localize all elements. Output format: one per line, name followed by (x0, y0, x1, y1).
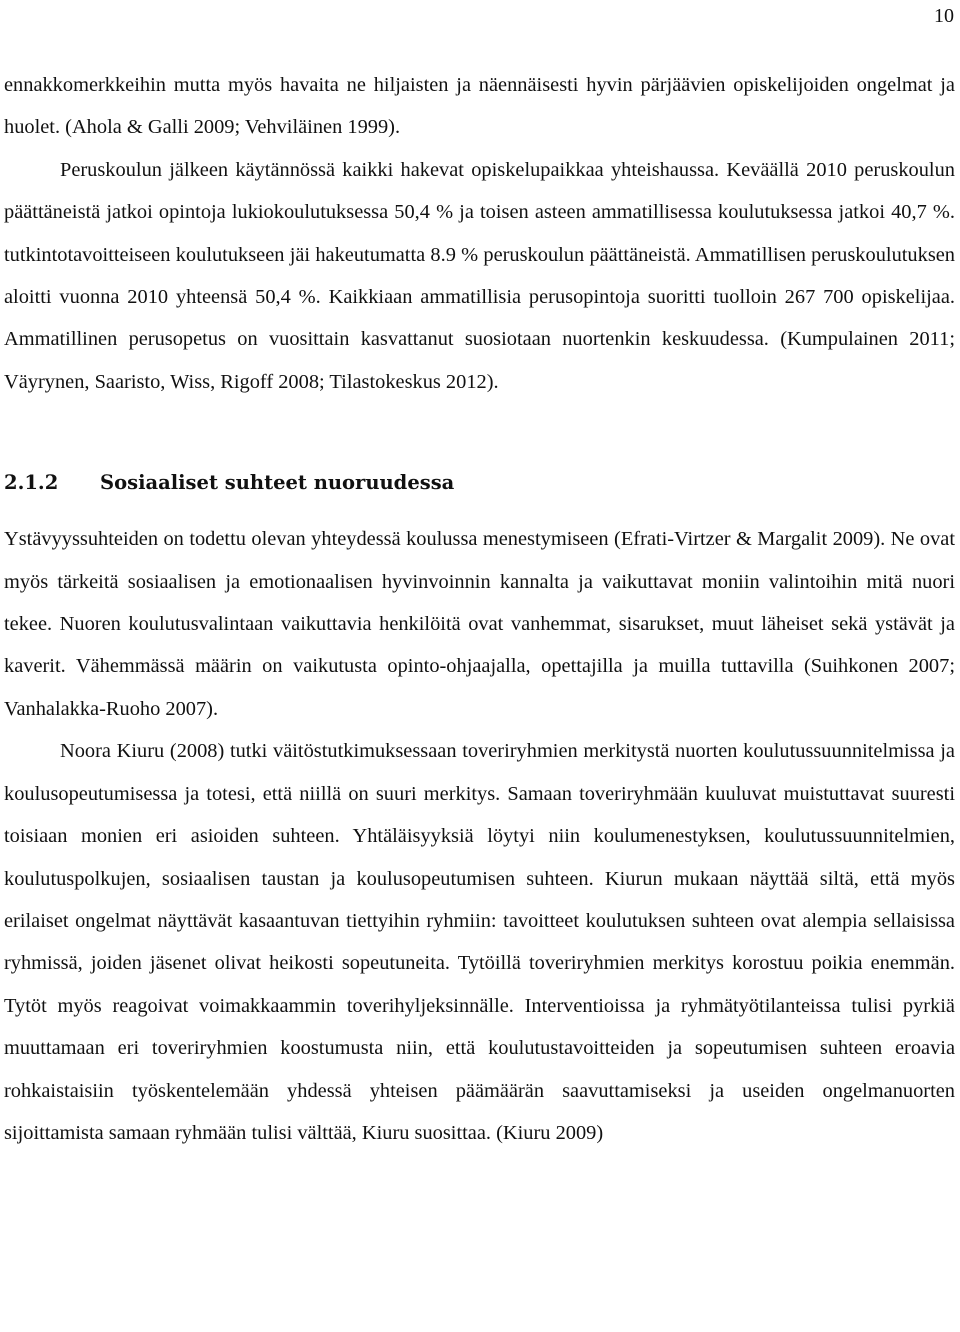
paragraph-opening: ennakkomerkkeihin mutta myös havaita ne hiljaisten ja näennäisesti hyvin pärjäävien opiskelijoiden ongelmat ja huolet. (Ahola & Galli 2009; Vehviläinen 1999). (4, 74, 955, 139)
section-heading (4, 469, 955, 497)
paragraph-ystavyyssuhteet: Ystävyyssuhteiden on todettu olevan yhteydessä koulussa menestymiseen (Efrati-Virtzer & Margalit 2009). Ne ovat myös tärkeitä sosiaalisen ja emotionaalisen hyvinvoinnin kannalta ja vaikuttavat moniin valintoihin mitä nuori tekee. Nuoren koulutusvalintaan vaikuttavia henkilöitä ovat vanhemmat, sisarukset, muut läheiset sekä ystävät ja kaverit. Vähemmässä määrin on vaikutusta opinto-ohjaajalla, opettajilla ja muilla tuttavilla (Suihkonen 2007; Vanhalakka-Ruoho 2007). (4, 528, 955, 720)
paragraph-peruskoulu: Peruskoulun jälkeen käytännössä kaikki hakevat opiskelupaikkaa yhteishaussa. Keväällä 2010 peruskoulun päättäneistä jatkoi opintoja lukiokoulutuksessa 50,4 % ja toisen asteen ammatillisessa koulutuksessa jatkoi 40,7 %. tutkintotavoitteiseen koulutukseen jäi hakeutumatta 8.9 % peruskoulun päättäneistä. Ammatillisen peruskoulutuksen aloitti vuonna 2010 yhteensä 50,4 %. Kaikkiaan ammatillisia perusopintoja suoritti tuolloin 267 700 opiskelijaa. Ammatillinen perusopetus on vuosittain kasvattanut suosiotaan nuortenkin keskuudessa. (Kumpulainen 2011; Väyrynen, Saaristo, Wiss, Rigoff 2008; Tilastokeskus 2012). (4, 158, 955, 393)
document-body (4, 64, 955, 1154)
section-number: 2.1.2 (4, 471, 59, 495)
section-title: Sosiaaliset suhteet nuoruudessa (100, 471, 455, 495)
paragraph-kiuru: Noora Kiuru (2008) tutki väitöstutkimuksessaan toveriryhmien merkitystä nuorten koulutussuunnitelmissa ja koulusopeutumisessa ja totesi, että niillä on suuri merkitys. Samaan toveriryhmään kuuluvat muistuttavat suuresti toisiaan monien eri asioiden suhteen. Yhtäläisyyksiä löytyi niin koulumenestyksen, koulutussuunnitelmien, koulutuspolkujen, sosiaalisen taustan ja koulusopeutumisen suhteen. Kiurun mukaan näyttää siltä, että myös erilaiset ongelmat näyttävät kasaantuvan tiettyihin ryhmiin: tavoitteet koulutuksen suhteen ovat alempia sellaisissa ryhmissä, joiden jäsenet olivat heikosti sopeutuneita. Tytöillä toveriryhmien merkitys korostuu poikia enemmän. Tytöt myös reagoivat voimakkaammin toverihyljeksinnälle. Interventioissa ja ryhmätyötilanteissa tulisi pyrkiä muuttamaan eri toveriryhmien koostumusta niin, että koulutustavoitteiden ja sopeutumisen suhteen eroavia rohkaistaisiin työskentelemään yhdessä yhteisen päämäärän saavuttamiseksi ja useiden ongelmanuorten sijoittamista samaan ryhmään tulisi välttää, Kiuru suosittaa. (Kiuru 2009) (4, 740, 955, 1144)
page-number: 10 (934, 5, 954, 27)
